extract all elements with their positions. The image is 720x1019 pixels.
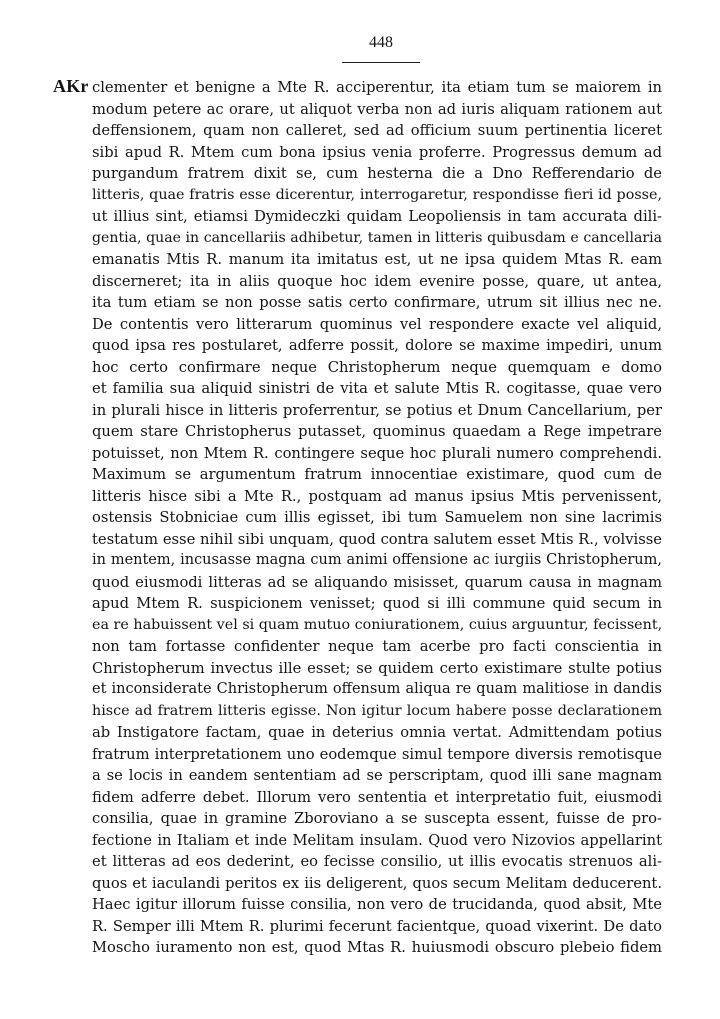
text-line: et litteras ad eos dederint, eo fecisse consilio, ut illis evocatis strenuos ali- xyxy=(92,853,662,870)
text-line: Christopherum invectus ille esset; se quidem certo existimare stulte potius xyxy=(92,659,662,677)
text-line: quos et iaculandi peritos ex iis deligerent, quos secum Melitam deducerent. xyxy=(92,874,662,892)
text-line: litteris hisce sibi a Mte R., postquam ad manus ipsius Mtis pervenissent, xyxy=(92,487,662,505)
text-line: sibi apud R. Mtem cum bona ipsius venia proferre. Progressus demum ad xyxy=(92,143,662,161)
text-line: et inconsiderate Christopherum offensum aliqua re quam malitiose in dandis xyxy=(92,681,662,697)
text-line: consilia, quae in gramine Zboroviano a se suscepta essent, fuisse de pro- xyxy=(92,810,662,827)
text-line: fectione in Italiam et inde Melitam insulam. Quod vero Nizovios appellarint xyxy=(92,831,662,849)
text-line: Moscho iuramento non est, quod Mtas R. huiusmodi obscuro plebeio fidem xyxy=(92,939,662,956)
text-line: testatum esse nihil sibi unquam, quod contra salutem esset Mtis R., volvisse xyxy=(92,530,662,548)
text-line: ut illius sint, etiamsi Dymideczki quidam Leopoliensis in tam accurata dili- xyxy=(92,208,662,225)
text-line: quod ipsa res postularet, adferre possit, dolore se maxime impediri, unum xyxy=(92,337,662,354)
text-line: De contentis vero litterarum quominus vel respondere exacte vel aliquid, xyxy=(92,315,662,333)
text-line: non tam fortasse confidenter neque tam acerbe pro facti conscientia in xyxy=(92,638,662,655)
text-line: litteris, quae fratris esse dicerentur, interrogaretur, respondisse fieri id posse, xyxy=(92,186,662,203)
text-line: clementer et benigne a Mte R. acciperentur, ita etiam tum se maiorem in xyxy=(92,79,662,96)
text-line: hoc certo confirmare neque Christopherum neque quemquam e domo xyxy=(92,358,662,376)
text-line: discerneret; ita in aliis quoque hoc idem evenire posse, quare, ut antea, xyxy=(92,272,662,290)
text-line: quod eiusmodi litteras ad se aliquando misisset, quarum causa in magnam xyxy=(92,573,662,591)
text-line: ea re habuissent vel si quam mutuo coniurationem, cuius arguuntur, fecissent, xyxy=(92,616,662,633)
text-line: fratrum interpretationem uno eodemque simul tempore diversis remotisque xyxy=(92,745,662,763)
text-line: a se locis in eandem sententiam ad se perscriptam, quod illi sane magnam xyxy=(92,767,662,784)
body-text xyxy=(92,77,662,959)
text-line: in plurali hisce in litteris proferrentur, se potius et Dnum Cancellarium, per xyxy=(92,401,662,419)
text-line: fidem adferre debet. Illorum vero sententia et interpretatio fuit, eiusmodi xyxy=(92,788,662,806)
text-line: hisce ad fratrem litteris egisse. Non igitur locum habere posse declarationem xyxy=(92,702,662,719)
text-line: potuisset, non Mtem R. contingere seque hoc plurali numero comprehendi. xyxy=(92,444,662,462)
page-number: 448 xyxy=(369,34,393,51)
text-line: R. Semper illi Mtem R. plurimi fecerunt facientque, quoad vixerint. De dato xyxy=(92,917,662,935)
text-line: in mentem, incusasse magna cum animi offensione ac iurgiis Christopherum, xyxy=(92,552,662,568)
text-line: modum petere ac orare, ut aliquot verba non ad iuris aliquam rationem aut xyxy=(92,100,662,118)
text-line: emanatis Mtis R. manum ita imitatus est, ut ne ipsa quidem Mtas R. eam xyxy=(92,251,662,268)
text-line: gentia, quae in cancellariis adhibetur, tamen in litteris quibusdam e cancellaria xyxy=(92,229,662,246)
marginal-note: AKr xyxy=(53,76,89,96)
text-line: ita tum etiam se non posse satis certo confirmare, utrum sit illius nec ne. xyxy=(92,294,662,311)
text-line: quem stare Christopherus putasset, quominus quaedam a Rege impetrare xyxy=(92,423,662,440)
text-line: apud Mtem R. suspicionem venisset; quod si illi commune quid secum in xyxy=(92,595,662,612)
text-line: purgandum fratrem dixit se, cum hesterna die a Dno Refferendario de xyxy=(92,165,662,182)
text-line: Maximum se argumentum fratrum innocentiae existimare, quod cum de xyxy=(92,466,662,483)
text-line: ostensis Stobniciae cum illis egisset, ibi tum Samuelem non sine lacrimis xyxy=(92,509,662,526)
text-line: ab Instigatore factam, quae in deterius omnia vertat. Admittendam potius xyxy=(92,724,662,741)
text-line: Haec igitur illorum fuisse consilia, non vero de trucidanda, quod absit, Mte xyxy=(92,896,662,913)
page-number-rule xyxy=(342,62,420,63)
text-line: deffensionem, quam non calleret, sed ad officium suum pertinentia liceret xyxy=(92,122,662,139)
text-line: et familia sua aliquid sinistri de vita et salute Mtis R. cogitasse, quae vero xyxy=(92,380,662,397)
